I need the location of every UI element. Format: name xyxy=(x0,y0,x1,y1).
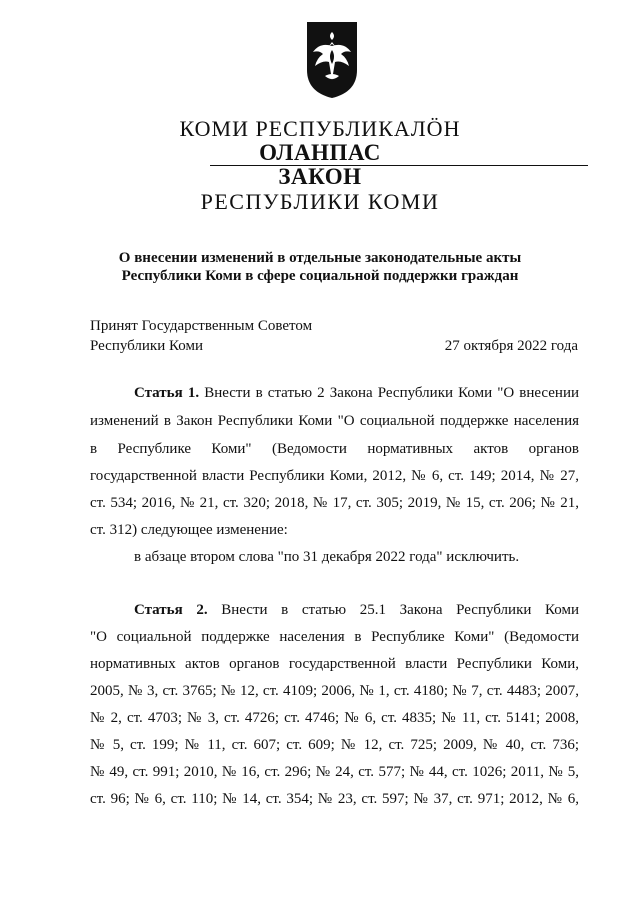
article2-label: Статья 2. xyxy=(134,602,208,618)
article1-label: Статья 1. xyxy=(134,385,200,401)
article2-line-5: № 2, ст. 4703; № 3, ст. 4726; ст. 4746; № 6, ст. 4835; № 11, ст. 5141; 2008, xyxy=(90,710,579,726)
adoption-line-2: Республики Коми xyxy=(90,338,203,354)
article1-amendment: в абзаце втором слова "по 31 декабря 2022 года" исключить. xyxy=(134,549,520,565)
adoption-date: 27 октября 2022 года xyxy=(444,338,578,354)
adoption-line-1: Принят Государственным Советом xyxy=(90,318,313,334)
article1-line-1: Статья 1. Внести в статью 2 Закона Республики Коми "О внесении xyxy=(134,385,579,401)
header-komi-line: КОМИ РЕСПУБЛИКАЛӦН xyxy=(179,116,461,141)
article2-line-8: ст. 96; № 6, ст. 110; № 14, ст. 354; № 23, ст. 597; № 37, ст. 971; 2012, № 6, xyxy=(90,791,579,807)
header-zakon: ЗАКОН xyxy=(278,164,362,189)
coat-of-arms-emblem xyxy=(305,20,359,100)
header-respubliki: РЕСПУБЛИКИ КОМИ xyxy=(200,189,440,214)
article1-line-4: государственной власти Республики Коми, 2012, № 6, ст. 149; 2014, № 27, xyxy=(90,468,579,484)
header-olanpas: ОЛАНПАС xyxy=(259,140,381,165)
article1-line-2: изменений в Закон Республики Коми "О социальной поддержке населения xyxy=(90,413,579,429)
article1-line-6: ст. 312) следующее изменение: xyxy=(90,522,288,538)
article1-line-3: в Республике Коми" (Ведомости нормативных актов органов xyxy=(90,441,579,457)
article2-line-1: Статья 2. Внести в статью 25.1 Закона Республики Коми xyxy=(134,602,579,618)
law-title-line-2: Республики Коми в сфере социальной поддержки граждан xyxy=(121,268,519,284)
article2-line-3: нормативных актов органов государственной власти Республики Коми, xyxy=(90,656,579,672)
article2-line-7: № 49, ст. 991; 2010, № 16, ст. 296; № 24, ст. 577; № 44, ст. 1026; 2011, № 5, xyxy=(90,764,579,780)
article2-line-6: № 5, ст. 199; № 11, ст. 607; ст. 609; № 12, ст. 725; 2009, № 40, ст. 736; xyxy=(90,737,579,753)
article2-line-4: 2005, № 3, ст. 3765; № 12, ст. 4109; 2006, № 1, ст. 4180; № 7, ст. 4483; 2007, xyxy=(90,683,579,699)
law-title-line-1: О внесении изменений в отдельные законодательные акты xyxy=(118,250,522,266)
article1-line-5: ст. 534; 2016, № 21, ст. 320; 2018, № 17, ст. 305; 2019, № 15, ст. 206; № 21, xyxy=(90,495,579,511)
article2-line-2: "О социальной поддержке населения в Республике Коми" (Ведомости xyxy=(90,629,579,645)
